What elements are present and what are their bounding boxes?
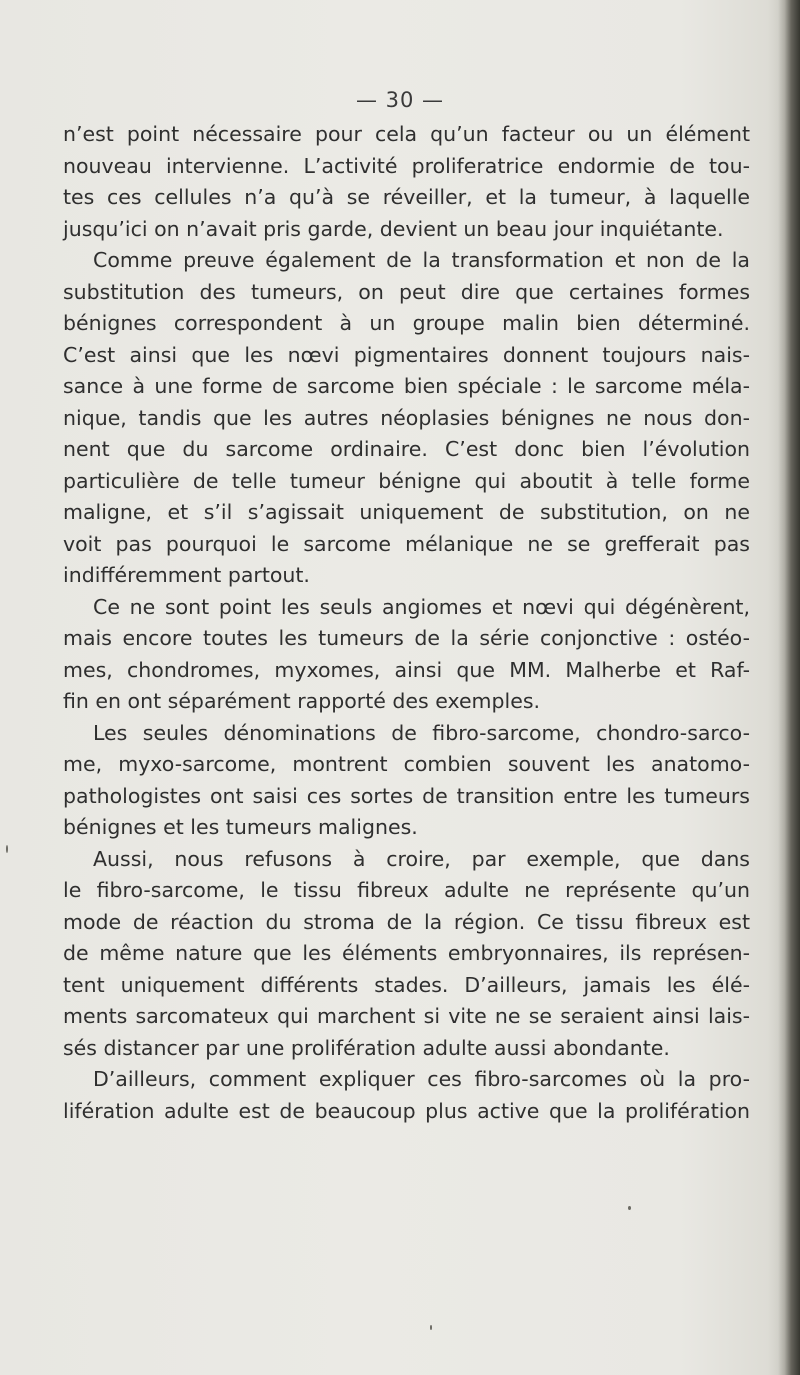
text-line: nique, tandis que les autres néoplasies bénignes ne nous don- xyxy=(63,405,750,430)
text-line: ments sarcomateux qui marchent si vite ne se seraient ainsi lais- xyxy=(63,1004,750,1028)
text-line: Les seules dénominations de fibro-sarcome, chondro-sarco- xyxy=(93,720,750,745)
text-line: bénignes et les tumeurs malignes. xyxy=(63,815,418,839)
text-line: indifféremment partout. xyxy=(63,563,310,587)
text-line: sés distancer par une prolifération adulte aussi abondante. xyxy=(63,1035,670,1060)
page-edge-shadow xyxy=(778,0,800,1375)
text-line: nent que du sarcome ordinaire. C’est donc bien l’évolution xyxy=(63,437,750,461)
text-line: Comme preuve également de la transformation et non de la xyxy=(93,248,750,272)
text-line: mais encore toutes les tumeurs de la série conjonctive : ostéo- xyxy=(63,626,750,650)
text-line: pathologistes ont saisi ces sortes de transition entre les tumeurs xyxy=(63,783,750,808)
text-line: nouveau intervienne. L’activité proliferatrice endormie de tou- xyxy=(63,153,750,178)
text-line: fin en ont séparément rapporté des exemples. xyxy=(63,689,541,713)
text-line: tes ces cellules n’a qu’à se réveiller, et la tumeur, à laquelle xyxy=(63,185,750,209)
text-line: Aussi, nous refusons à croire, par exemple, que dans xyxy=(93,846,750,871)
text-line: de même nature que les éléments embryonnaires, ils représen- xyxy=(63,941,750,965)
text-line: Ce ne sont point les seuls angiomes et nœvi qui dégénèrent, xyxy=(93,594,750,619)
text-line: mes, chondromes, myxomes, ainsi que MM. Malherbe et Raf- xyxy=(63,657,750,682)
text-line: voit pas pourquoi le sarcome mélanique ne se grefferait pas xyxy=(63,531,750,556)
text-line: D’ailleurs, comment expliquer ces fibro-sarcomes où la pro- xyxy=(93,1067,750,1091)
body-text xyxy=(63,119,750,1127)
text-line: sance à une forme de sarcome bien spéciale : le sarcome méla- xyxy=(63,374,750,398)
text-line: lifération adulte est de beaucoup plus active que la prolifération xyxy=(63,1098,750,1123)
text-line: C’est ainsi que les nœvi pigmentaires donnent toujours nais- xyxy=(63,342,750,367)
paper-speck xyxy=(628,1206,631,1210)
text-line: bénignes correspondent à un groupe malin bien déterminé. xyxy=(63,311,750,335)
text-line: particulière de telle tumeur bénigne qui aboutit à telle forme xyxy=(63,468,750,493)
text-line: tent uniquement différents stades. D’ailleurs, jamais les élé- xyxy=(63,972,750,997)
text-line: n’est point nécessaire pour cela qu’un facteur ou un élément xyxy=(63,122,750,146)
text-line: le fibro-sarcome, le tissu fibreux adulte ne représente qu’un xyxy=(63,878,750,902)
text-line: maligne, et s’il s’agissait uniquement de substitution, on ne xyxy=(63,500,750,524)
text-line: jusqu’ici on n’avait pris garde, devient un beau jour inquiétante. xyxy=(63,216,724,241)
paper-speck xyxy=(6,845,8,853)
page-number: — 30 — xyxy=(355,88,445,112)
text-line: mode de réaction du stroma de la région. Ce tissu fibreux est xyxy=(63,909,750,934)
text-line: me, myxo-sarcome, montrent combien souvent les anatomo- xyxy=(63,752,750,776)
text-line: substitution des tumeurs, on peut dire que certaines formes xyxy=(63,279,750,304)
paper-speck xyxy=(430,1325,432,1330)
